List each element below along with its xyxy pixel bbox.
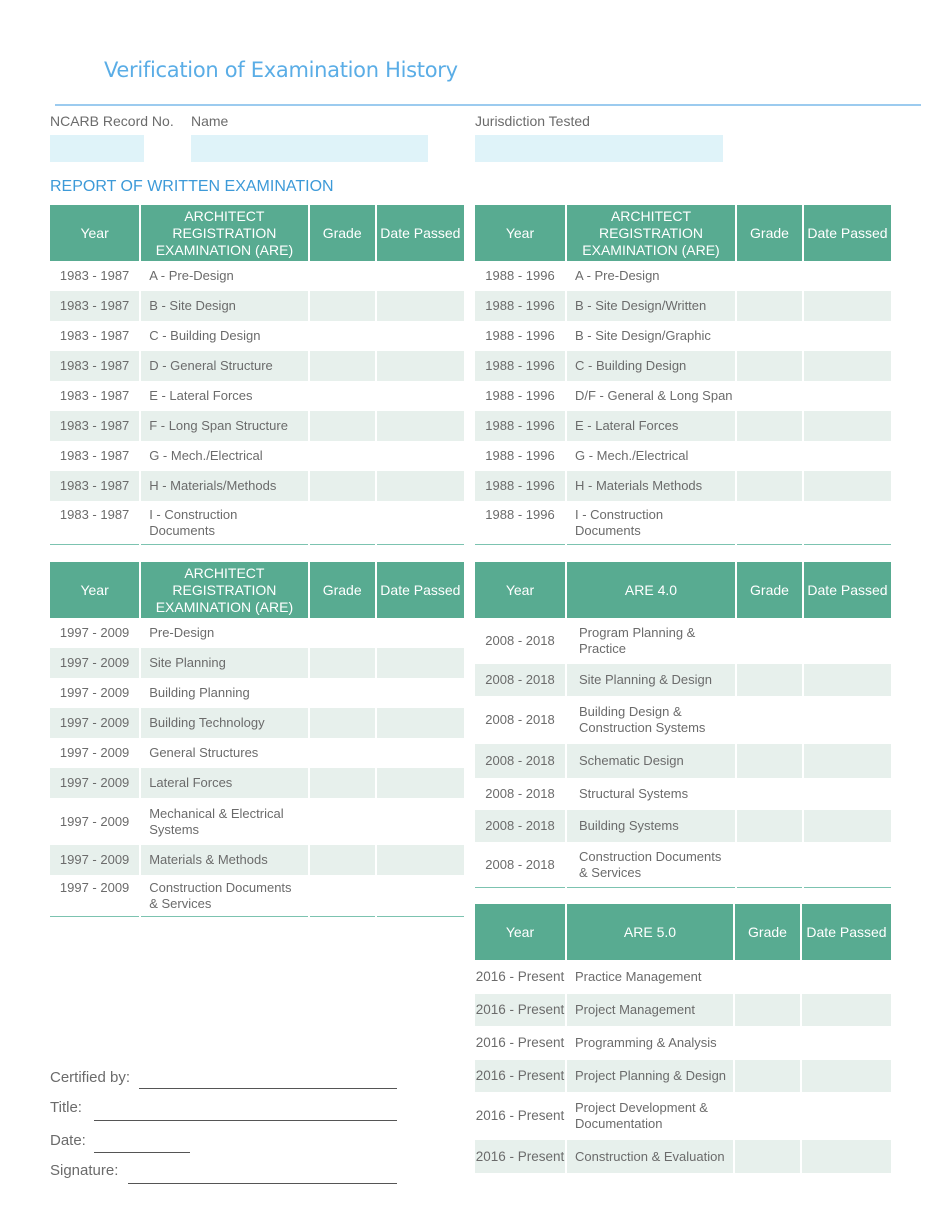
title-line[interactable] [94,1120,397,1121]
grade-cell[interactable] [737,618,802,664]
year-cell: 2016 - Present [475,1035,565,1050]
table-row [50,441,464,471]
year-cell: 2008 - 2018 [485,786,555,801]
column-header-date-passed: Date Passed [802,904,891,960]
date-passed-cell[interactable] [804,778,891,810]
exam-cell: Project Management [567,994,733,1026]
year-cell: 2008 - 2018 [485,712,555,727]
table-row [475,261,891,291]
exam-cell: C - Building Design [567,351,735,381]
exam-cell: E - Lateral Forces [149,388,253,403]
grade-cell[interactable] [310,351,375,381]
date-passed-cell[interactable] [377,738,464,768]
exam-cell: Program Planning & Practice [579,625,696,656]
table-row [475,744,891,778]
year-cell: 1983 - 1987 [50,471,139,501]
grade-cell[interactable] [737,664,802,696]
name-label: Name [191,113,229,129]
date-passed-cell[interactable] [377,768,464,798]
year-cell: 1983 - 1987 [50,411,139,441]
date-passed-cell[interactable] [804,744,891,778]
date-passed-cell[interactable] [377,411,464,441]
table-row [50,321,464,351]
date-passed-cell[interactable] [377,618,464,648]
year-cell: 2016 - Present [475,1108,565,1123]
column-header-exam: ARCHITECT REGISTRATION EXAMINATION (ARE) [141,562,307,618]
date-passed-cell[interactable] [377,708,464,738]
page-title: Verification of Examination History [104,58,458,82]
table-row [50,845,464,875]
date-passed-cell[interactable] [804,291,891,321]
column-header-date-passed: Date Passed [377,205,464,261]
exam-cell: B - Site Design/Graphic [575,328,711,343]
date-passed-cell[interactable] [804,842,891,888]
exam-table-1997-2009 [48,562,466,917]
grade-cell[interactable] [310,738,375,768]
date-passed-cell[interactable] [804,696,891,744]
year-cell: 2016 - Present [475,969,565,984]
date-passed-cell[interactable] [377,351,464,381]
exam-cell: Materials & Methods [141,845,307,875]
year-cell: 1988 - 1996 [485,448,555,463]
title-label: Title: [50,1099,82,1116]
year-cell: 2008 - 2018 [485,633,555,648]
exam-cell: H - Materials Methods [567,471,735,501]
exam-cell: E - Lateral Forces [567,411,735,441]
exam-cell: Project Planning & Design [567,1060,733,1092]
signature-line[interactable] [128,1183,397,1184]
grade-cell[interactable] [310,381,375,411]
date-line[interactable] [94,1152,190,1153]
year-cell: 2008 - 2018 [475,744,565,778]
date-passed-cell[interactable] [804,261,891,291]
grade-cell[interactable] [735,1140,800,1173]
year-cell: 2008 - 2018 [475,842,565,888]
exam-cell: Lateral Forces [141,768,307,798]
table-row [475,664,891,696]
table-row [50,411,464,441]
table-row [50,738,464,768]
exam-cell: B - Site Design/Written [567,291,735,321]
column-header-grade: Grade [310,562,375,618]
column-header-year: Year [475,205,565,261]
exam-cell: Pre-Design [149,625,215,640]
column-header-grade: Grade [735,904,800,960]
table-row [50,708,464,738]
table-row [475,810,891,842]
grade-cell[interactable] [735,1060,800,1092]
exam-cell: Structural Systems [579,786,689,801]
date-passed-cell[interactable] [377,261,464,291]
exam-cell: Site Planning & Design [567,664,735,696]
year-cell: 1983 - 1987 [50,351,139,381]
grade-cell[interactable] [735,994,800,1026]
date-passed-cell[interactable] [802,1026,891,1060]
date-passed-cell[interactable] [804,471,891,501]
exam-cell: Project Development & Documentation [575,1100,708,1131]
table-row [475,351,891,381]
year-cell: 1997 - 2009 [59,745,130,760]
grade-cell[interactable] [310,768,375,798]
year-cell: 1997 - 2009 [50,768,139,798]
table-row [475,842,891,888]
table-row [475,321,891,351]
column-header-year: Year [50,562,139,618]
grade-cell[interactable] [735,1026,800,1060]
column-header-exam: ARE 4.0 [567,562,735,618]
grade-cell[interactable] [737,501,802,545]
date-passed-cell[interactable] [804,441,891,471]
year-cell: 1983 - 1987 [59,388,130,403]
exam-cell: Practice Management [575,969,702,984]
exam-cell: G - Mech./Electrical [149,448,263,463]
table-row [50,501,464,545]
exam-table-are-4 [473,562,893,888]
exam-cell: Building Systems [567,810,735,842]
year-cell: 1988 - 1996 [475,351,565,381]
exam-cell: I - Construction Documents [141,501,307,545]
exam-cell: Construction Documents & Services [567,842,735,888]
year-cell: 1997 - 2009 [59,625,130,640]
table-row [50,875,464,917]
exam-cell: I - Construction Documents [567,501,735,545]
exam-cell: H - Materials/Methods [141,471,307,501]
year-cell: 1983 - 1987 [50,501,139,545]
table-row [50,618,464,648]
grade-cell[interactable] [737,471,802,501]
grade-cell[interactable] [737,351,802,381]
exam-cell: Building Technology [141,708,307,738]
exam-cell: B - Site Design [141,291,307,321]
exam-cell: Site Planning [141,648,307,678]
grade-cell[interactable] [737,842,802,888]
column-header-grade: Grade [737,562,802,618]
date-passed-cell[interactable] [804,321,891,351]
table-row [50,678,464,708]
grade-cell[interactable] [737,381,802,411]
exam-cell: Mechanical & Electrical Systems [149,805,284,837]
table-row [50,798,464,845]
date-passed-cell[interactable] [377,441,464,471]
table-row [50,768,464,798]
year-cell: 1997 - 2009 [59,813,130,829]
year-cell: 1988 - 1996 [485,388,555,403]
grade-cell[interactable] [310,845,375,875]
table-row [475,441,891,471]
year-cell: 1983 - 1987 [59,328,130,343]
date-passed-cell[interactable] [377,875,464,917]
grade-cell[interactable] [310,708,375,738]
date-passed-cell[interactable] [802,1140,891,1173]
grade-cell[interactable] [310,678,375,708]
table-row [475,960,891,994]
date-passed-cell[interactable] [377,381,464,411]
table-row [475,1140,891,1173]
jurisdiction-label: Jurisdiction Tested [475,113,590,129]
grade-cell[interactable] [737,696,802,744]
grade-cell[interactable] [737,810,802,842]
section-heading: REPORT OF WRITTEN EXAMINATION [50,178,334,195]
table-row [50,291,464,321]
table-row [475,1060,891,1092]
exam-cell: General Structures [149,745,259,760]
date-passed-cell[interactable] [804,664,891,696]
grade-cell[interactable] [310,471,375,501]
grade-cell[interactable] [737,321,802,351]
column-header-date-passed: Date Passed [804,205,891,261]
grade-cell[interactable] [310,411,375,441]
table-row [475,696,891,744]
grade-cell[interactable] [310,875,375,917]
year-cell: 1997 - 2009 [50,708,139,738]
year-cell: 2016 - Present [475,1060,565,1092]
column-header-exam: ARCHITECT REGISTRATION EXAMINATION (ARE) [567,205,735,261]
column-header-date-passed: Date Passed [377,562,464,618]
exam-cell: Building Design & Construction Systems [579,704,706,735]
exam-cell: Schematic Design [567,744,735,778]
date-passed-cell[interactable] [377,648,464,678]
year-cell: 2008 - 2018 [475,664,565,696]
certified-by-label: Certified by: [50,1069,131,1086]
table-row [475,1092,891,1140]
grade-cell[interactable] [737,744,802,778]
exam-cell: D/F - General & Long Span [575,388,733,403]
ncarb-record-field[interactable] [50,135,144,162]
table-row [50,261,464,291]
grade-cell[interactable] [737,411,802,441]
grade-cell[interactable] [310,501,375,545]
ncarb-record-label: NCARB Record No. [50,113,174,129]
exam-cell: F - Long Span Structure [141,411,307,441]
title-divider [55,104,921,106]
grade-cell[interactable] [310,261,375,291]
date-passed-cell[interactable] [802,960,891,994]
exam-cell: Building Planning [149,685,250,700]
exam-cell: D - General Structure [141,351,307,381]
date-passed-cell[interactable] [804,501,891,545]
date-passed-cell[interactable] [804,618,891,664]
year-cell: 1988 - 1996 [475,411,565,441]
table-row [50,381,464,411]
certified-by-line[interactable] [139,1088,397,1089]
year-cell: 1997 - 2009 [50,845,139,875]
date-passed-cell[interactable] [804,810,891,842]
date-passed-cell[interactable] [377,845,464,875]
year-cell: 1983 - 1987 [50,291,139,321]
column-header-exam: ARE 5.0 [567,904,733,960]
year-cell: 2016 - Present [475,1140,565,1173]
year-cell: 1997 - 2009 [59,685,130,700]
exam-cell: Programming & Analysis [575,1035,717,1050]
grade-cell[interactable] [737,441,802,471]
column-header-date-passed: Date Passed [804,562,891,618]
exam-cell: Construction Documents & Services [141,875,307,917]
exam-cell: A - Pre-Design [575,268,660,283]
year-cell: 2016 - Present [475,994,565,1026]
grade-cell[interactable] [737,291,802,321]
year-cell: 1988 - 1996 [485,328,555,343]
grade-cell[interactable] [735,960,800,994]
date-passed-cell[interactable] [377,321,464,351]
date-passed-cell[interactable] [377,471,464,501]
year-cell: 1997 - 2009 [50,648,139,678]
date-passed-cell[interactable] [802,994,891,1026]
grade-cell[interactable] [737,261,802,291]
table-row [475,778,891,810]
column-header-grade: Grade [310,205,375,261]
date-passed-cell[interactable] [804,381,891,411]
column-header-year: Year [50,205,139,261]
grade-cell[interactable] [310,618,375,648]
table-row [475,381,891,411]
table-row [475,618,891,664]
exam-cell: C - Building Design [149,328,261,343]
table-row [475,471,891,501]
date-passed-cell[interactable] [802,1092,891,1140]
exam-table-1983-1987 [48,205,466,545]
exam-cell: G - Mech./Electrical [575,448,689,463]
date-passed-cell[interactable] [804,351,891,381]
year-cell: 1988 - 1996 [475,291,565,321]
column-header-grade: Grade [737,205,802,261]
table-row [475,501,891,545]
grade-cell[interactable] [737,778,802,810]
exam-table-1988-1996 [473,205,893,545]
date-passed-cell[interactable] [804,411,891,441]
table-row [475,1026,891,1060]
table-row [475,994,891,1026]
date-passed-cell[interactable] [377,501,464,545]
date-passed-cell[interactable] [377,291,464,321]
table-row [50,351,464,381]
year-cell: 1988 - 1996 [475,501,565,545]
grade-cell[interactable] [735,1092,800,1140]
exam-table-are-5 [473,904,893,1173]
column-header-year: Year [475,904,565,960]
table-row [50,648,464,678]
table-row [50,471,464,501]
table-row [475,291,891,321]
year-cell: 1988 - 1996 [475,471,565,501]
date-passed-cell[interactable] [802,1060,891,1092]
exam-cell: A - Pre-Design [149,268,234,283]
grade-cell[interactable] [310,648,375,678]
date-label: Date: [50,1132,86,1149]
grade-cell[interactable] [310,291,375,321]
table-row [475,411,891,441]
year-cell: 2008 - 2018 [475,810,565,842]
name-field[interactable] [191,135,428,162]
year-cell: 1997 - 2009 [50,875,139,917]
date-passed-cell[interactable] [377,798,464,845]
jurisdiction-field[interactable] [475,135,723,162]
exam-cell: Construction & Evaluation [567,1140,733,1173]
date-passed-cell[interactable] [377,678,464,708]
signature-label: Signature: [50,1162,119,1179]
grade-cell[interactable] [310,798,375,845]
year-cell: 1988 - 1996 [485,268,555,283]
grade-cell[interactable] [310,441,375,471]
grade-cell[interactable] [310,321,375,351]
column-header-year: Year [475,562,565,618]
column-header-exam: ARCHITECT REGISTRATION EXAMINATION (ARE) [141,205,307,261]
year-cell: 1983 - 1987 [59,448,130,463]
year-cell: 1983 - 1987 [59,268,130,283]
